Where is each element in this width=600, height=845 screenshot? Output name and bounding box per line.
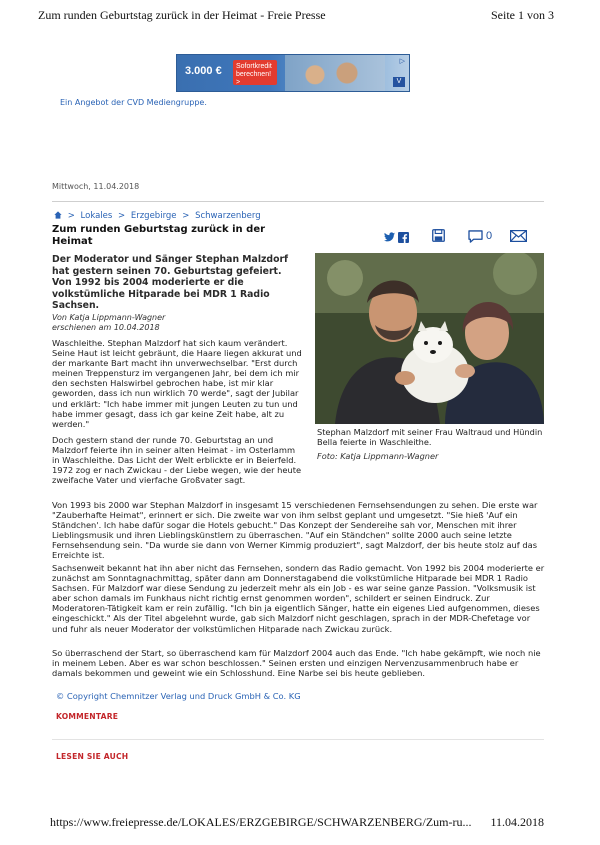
print-footer (50, 815, 544, 831)
article-paragraph: Von 1993 bis 2000 war Stephan Malzdorf in insgesamt 15 verschiedenen Fernsehsendungen zu sehen. Die erste war "Zauberhafte Heimat", erinnert er sich. Die zweite war von ihm selbst geplant und umgesetzt. "Sie hieß 'Auf ein Ständchen'. Ich habe dafür sogar die Hotels gebucht." Das Konzept der Sendereihe sah vor, Menschen mit ihrer Lieblingsmusik und ihren Lieblingskünstlern zu überraschen. "Auf ein Ständchen" sollte 2000 auch seine letzte Fernsehsendung sein. "Da wurde sie dann von Werner Kimmig produziert", sagt Malzdorf, der bis heute stolz auf das Erreichte ist. (52, 500, 538, 561)
article-title: Zum runden Geburtstag zurück in der Heimat (52, 224, 266, 247)
print-header-page: Seite 1 von 3 (491, 8, 554, 22)
breadcrumb-separator: > (118, 211, 126, 221)
photo-caption: Stephan Malzdorf mit seiner Frau Waltraud und Hündin Bella feierte in Waschleithe. (317, 427, 543, 447)
print-footer-url: https://www.freiepresse.de/LOKALES/ERZGEBIRGE/SCHWARZENBERG/Zum-ru... (50, 815, 472, 829)
print-header-title: Zum runden Geburtstag zurück in der Heimat - Freie Presse (38, 8, 326, 22)
ad-cta-button[interactable] (233, 60, 277, 85)
breadcrumb-separator: > (67, 211, 75, 221)
share-toolbar (384, 229, 544, 245)
ad-banner[interactable] (176, 54, 410, 92)
save-icon[interactable] (432, 229, 445, 242)
print-footer-date: 11.04.2018 (490, 815, 544, 829)
divider (52, 739, 544, 740)
twitter-icon[interactable] (384, 232, 395, 242)
ad-choices-icon[interactable]: ▷ (399, 57, 405, 65)
article-lead: Der Moderator und Sänger Stephan Malzdorf hat gestern seinen 70. Geburtstag gefeiert. Von 1992 bis 2004 moderierte er die volkstümliche Hitparade bei MDR 1 Radio Sachsen. (52, 254, 289, 312)
breadcrumb-lokales[interactable]: Lokales (80, 211, 113, 221)
article-paragraph: Sachsenweit bekannt hat ihn aber nicht das Fernsehen, sondern das Radio gemacht. Von 1992 bis 2004 moderierte er zunächst am Sonntagnachmittag, später dann am Donnerstagabend die volkstümliche Hitparade bei MDR 1 Radio Sachsen. Für Malzdorf war diese Sendung zu jederzeit mehr als ein Job - es war seine ganze Passion. "Volksmusik ist aber schon damals im Funkhaus nicht richtig ernst genommen worden", schildert er seinen Eindruck. Zur Moderatoren-Tätigkeit kam er rein zufällig. "Ich bin ja eigentlich Sänger, hatte ein eigenes Lied aufgenommen, dieses eingeschickt." Als der Titel abgelehnt wurde, gab sich Malzdorf nicht geschlagen, sprach in der MDR-Chefetage vor und fuhr als neuer Moderator der volkstümlichen Hitparade nach Zwickau zurück. (52, 563, 545, 634)
print-header (38, 8, 554, 24)
copyright-notice[interactable]: © Copyright Chemnitzer Verlag und Druck GmbH & Co. KG (56, 691, 301, 701)
read-more-heading: LESEN SIE AUCH (56, 752, 129, 761)
publish-date: Mittwoch, 11.04.2018 (52, 182, 140, 191)
byline-author: Von Katja Lippmann-Wagner (52, 313, 166, 322)
comment-icon[interactable] (468, 230, 483, 243)
article-paragraph: Doch gestern stand der runde 70. Geburtstag an und Malzdorf feierte ihn in seiner alten Heimat - im Osterlamm in Waschleithe. Das Licht der Welt erblickte er in Beierfeld. 1972 zog er nach Zwickau - der Liebe wegen, wie der heute zweifache Vater und vierfache Großvater sagt. (52, 435, 302, 486)
ad-photo (285, 55, 385, 91)
byline-published: erschienen am 10.04.2018 (52, 323, 160, 332)
breadcrumb (54, 211, 261, 221)
comments-section-heading[interactable]: KOMMENTARE (56, 712, 119, 721)
facebook-icon[interactable] (398, 232, 409, 243)
byline (52, 313, 165, 333)
divider (52, 201, 544, 202)
photo-illustration (315, 253, 544, 424)
article-paragraph: So überraschend der Start, so überraschend kam für Malzdorf 2004 auch das Ende. "Ich habe gekämpft, wie noch nie in meinem Leben. Aber es war schon beschlossen." Seinen ersten und einzigen Nervenzusammenbruch habe er damals bekommen und geweint wie ein Schlosshund. Eine Narbe sei bis heute geblieben. (52, 648, 541, 679)
ad-cta-line2: berechnen! (236, 71, 272, 78)
breadcrumb-erzgebirge[interactable]: Erzgebirge (130, 211, 177, 221)
ad-cta-line1: Sofortkredit (236, 63, 272, 70)
provider-note: Ein Angebot der CVD Mediengruppe. (60, 98, 207, 107)
article-photo[interactable] (315, 253, 544, 424)
article-paragraph: Waschleithe. Stephan Malzdorf hat sich kaum verändert. Seine Haut ist leicht gebräunt, die Haare liegen akkurat und der markante Bart macht ihn unverwechselbar. "Erst durch meinen Treppensturz im vergangenen Jahr, bei dem ich mir den sechsten Halswirbel gebrochen habe, ist mir klar geworden, dass ich nun wirklich 70 werde", sagt der Jubilar und erklärt: "Ich habe immer mit jungen Leuten zu tun und habe immer gesagt, dass ich gar keine Zeit habe, alt zu werden." (52, 338, 302, 429)
home-icon[interactable] (54, 211, 62, 219)
photo-credit: Foto: Katja Lippmann-Wagner (317, 451, 439, 461)
ad-bank-logo: V (393, 77, 405, 87)
ad-amount: 3.000 € (185, 65, 222, 77)
breadcrumb-schwarzenberg[interactable]: Schwarzenberg (195, 211, 261, 221)
comment-count: 0 (486, 230, 493, 242)
breadcrumb-separator: > (182, 211, 190, 221)
email-icon[interactable] (510, 230, 527, 242)
ad-cta-arrow: > (236, 79, 241, 86)
